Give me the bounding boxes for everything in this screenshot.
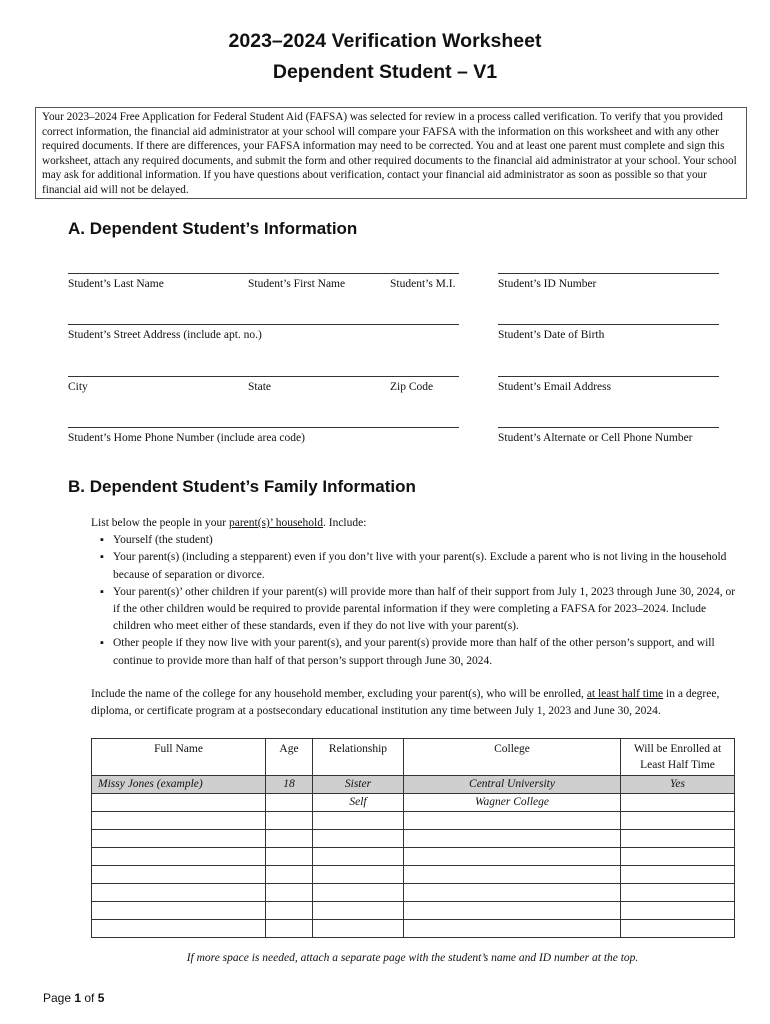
table-cell[interactable] <box>92 794 266 812</box>
last-name-label: Student’s Last Name <box>68 278 164 290</box>
intro-notice-box <box>35 107 747 199</box>
table-cell[interactable] <box>621 848 735 866</box>
name-line[interactable] <box>68 273 459 274</box>
date-of-birth-line[interactable] <box>498 324 719 325</box>
household-table <box>91 738 735 938</box>
middle-initial-label: Student’s M.I. <box>390 278 456 290</box>
table-cell[interactable] <box>266 848 313 866</box>
list-intro-underlined: parent(s)’ household <box>228 517 323 529</box>
table-row <box>92 884 735 902</box>
table-row <box>92 866 735 884</box>
section-a-heading: A. Dependent Student’s Information <box>68 219 358 238</box>
alt-phone-label: Student’s Alternate or Cell Phone Number <box>498 432 693 444</box>
table-row <box>92 848 735 866</box>
table-cell[interactable] <box>621 830 735 848</box>
table-row <box>92 812 735 830</box>
col-age: Age <box>266 739 313 776</box>
street-address-label: Student’s Street Address (include apt. no.) <box>68 329 262 341</box>
table-row <box>92 920 735 938</box>
intro-text: Your 2023–2024 Free Application for Federal Student Aid (FAFSA) was selected for review in a process called verification. To verify that you provided correct information, the financial aid administrator at your school will compare your FAFSA with the information on this worksheet and with any other required documents. If there are differences, your FAFSA information may need to be corrected. You and at least one parent must complete and sign this worksheet, attach any required documents, and submit the form and other required documents to the financial aid administrator at your school. Your school may ask for additional information. If you have questions about verification, contact your financial aid administrator as soon as possible so that your financial aid will not be delayed. <box>42 111 737 196</box>
table-cell[interactable] <box>266 794 313 812</box>
table-cell[interactable] <box>621 884 735 902</box>
college-note <box>91 686 741 720</box>
page-prefix: Page <box>43 991 75 1005</box>
table-cell[interactable]: Self <box>313 794 404 812</box>
table-cell[interactable] <box>92 812 266 830</box>
first-name-label: Student’s First Name <box>248 278 346 290</box>
table-cell[interactable] <box>92 830 266 848</box>
page-of: of <box>81 991 98 1005</box>
table-row-example <box>92 776 735 794</box>
list-intro-suffix: . Include: <box>322 517 367 529</box>
table-cell[interactable] <box>404 920 621 938</box>
document-subtitle: Dependent Student – V1 <box>272 61 498 83</box>
table-cell[interactable]: Wagner College <box>404 794 621 812</box>
table-cell[interactable] <box>266 830 313 848</box>
list-item: ▪ Your parent(s) (including a stepparent) even if you don’t live with your parent(s). Exclude a parent who is not living in the household because of separation or divorce. <box>91 549 741 583</box>
list-intro <box>91 515 741 532</box>
list-item: ▪ Other people if they now live with your parent(s), and your parent(s) provide more than half of the other person’s support, and will continue to provide more than half of that person’s support through June 30, 2024. <box>91 635 741 669</box>
id-number-label: Student’s ID Number <box>498 278 597 290</box>
state-label: State <box>248 381 271 393</box>
table-cell[interactable] <box>313 866 404 884</box>
table-cell[interactable] <box>404 902 621 920</box>
city-state-zip-line[interactable] <box>68 376 459 377</box>
include-list <box>91 532 741 670</box>
table-cell[interactable] <box>92 920 266 938</box>
home-phone-label: Student’s Home Phone Number (include area code) <box>68 432 305 444</box>
table-cell[interactable] <box>621 902 735 920</box>
table-row <box>92 830 735 848</box>
page-number <box>43 991 104 1005</box>
table-cell[interactable] <box>266 812 313 830</box>
col-college: College <box>404 739 621 776</box>
col-full-name: Full Name <box>92 739 266 776</box>
table-cell[interactable] <box>404 830 621 848</box>
table-cell[interactable] <box>92 866 266 884</box>
document-title: 2023–2024 Verification Worksheet <box>228 30 542 52</box>
section-b-heading: B. Dependent Student’s Family Information <box>68 477 416 496</box>
table-row <box>92 794 735 812</box>
table-cell[interactable] <box>266 866 313 884</box>
table-body <box>92 776 735 938</box>
page-total: 5 <box>97 991 105 1005</box>
alt-phone-line[interactable] <box>498 427 719 428</box>
table-cell[interactable] <box>266 920 313 938</box>
table-cell[interactable] <box>266 884 313 902</box>
table-cell[interactable]: 18 <box>266 776 313 794</box>
col-relationship: Relationship <box>313 739 404 776</box>
table-cell[interactable] <box>266 902 313 920</box>
college-note-text: Include the name of the college for any household member, excluding your parent(s), who will be enrolled, <box>91 688 587 700</box>
email-line[interactable] <box>498 376 719 377</box>
table-cell[interactable] <box>313 848 404 866</box>
table-cell[interactable] <box>621 920 735 938</box>
table-cell[interactable]: Yes <box>621 776 735 794</box>
table-cell[interactable]: Missy Jones (example) <box>92 776 266 794</box>
college-note-suffix: in a degree, diploma, or certificate program at a postsecondary educational institution any time between July 1, 2023 and June 30, 2024. <box>91 688 720 718</box>
col-half-time: Will be Enrolled at Least Half Time <box>621 739 735 776</box>
table-cell[interactable] <box>313 920 404 938</box>
zip-code-label: Zip Code <box>390 381 434 393</box>
table-header-row <box>92 739 735 776</box>
table-cell[interactable] <box>92 902 266 920</box>
table-cell[interactable]: Sister <box>313 776 404 794</box>
table-cell[interactable] <box>313 884 404 902</box>
table-cell[interactable] <box>404 812 621 830</box>
table-cell[interactable] <box>92 848 266 866</box>
email-label: Student’s Email Address <box>498 381 612 393</box>
footer-note: If more space is needed, attach a separate page with the student’s name and ID number at the top. <box>186 952 639 964</box>
table-cell[interactable] <box>404 848 621 866</box>
street-address-line[interactable] <box>68 324 459 325</box>
page-current: 1 <box>74 991 82 1005</box>
table-cell[interactable] <box>313 812 404 830</box>
table-cell[interactable]: Central University <box>404 776 621 794</box>
table-cell[interactable] <box>621 866 735 884</box>
date-of-birth-label: Student’s Date of Birth <box>498 329 605 341</box>
table-cell[interactable] <box>404 884 621 902</box>
list-item: ▪ Your parent(s)’ other children if your parent(s) will provide more than half of their support from July 1, 2023 through June 30, 2024, or if the other children would be required to provide parental information if they were completing a FAFSA for 2023–2024. Include children who meet either of these standards, even if they do not live with your parent(s). <box>91 584 741 636</box>
city-label: City <box>68 381 88 393</box>
table-cell[interactable] <box>92 884 266 902</box>
table-cell[interactable] <box>621 812 735 830</box>
household-instructions <box>91 515 741 670</box>
home-phone-line[interactable] <box>68 427 459 428</box>
table-cell[interactable] <box>313 830 404 848</box>
college-note-underlined: at least half time <box>586 688 664 700</box>
id-number-line[interactable] <box>498 273 719 274</box>
table-cell[interactable] <box>621 794 735 812</box>
table-cell[interactable] <box>404 866 621 884</box>
list-item: ▪ Yourself (the student) <box>91 532 741 549</box>
table-row <box>92 902 735 920</box>
list-intro-text: List below the people in your <box>91 517 229 529</box>
table-cell[interactable] <box>313 902 404 920</box>
